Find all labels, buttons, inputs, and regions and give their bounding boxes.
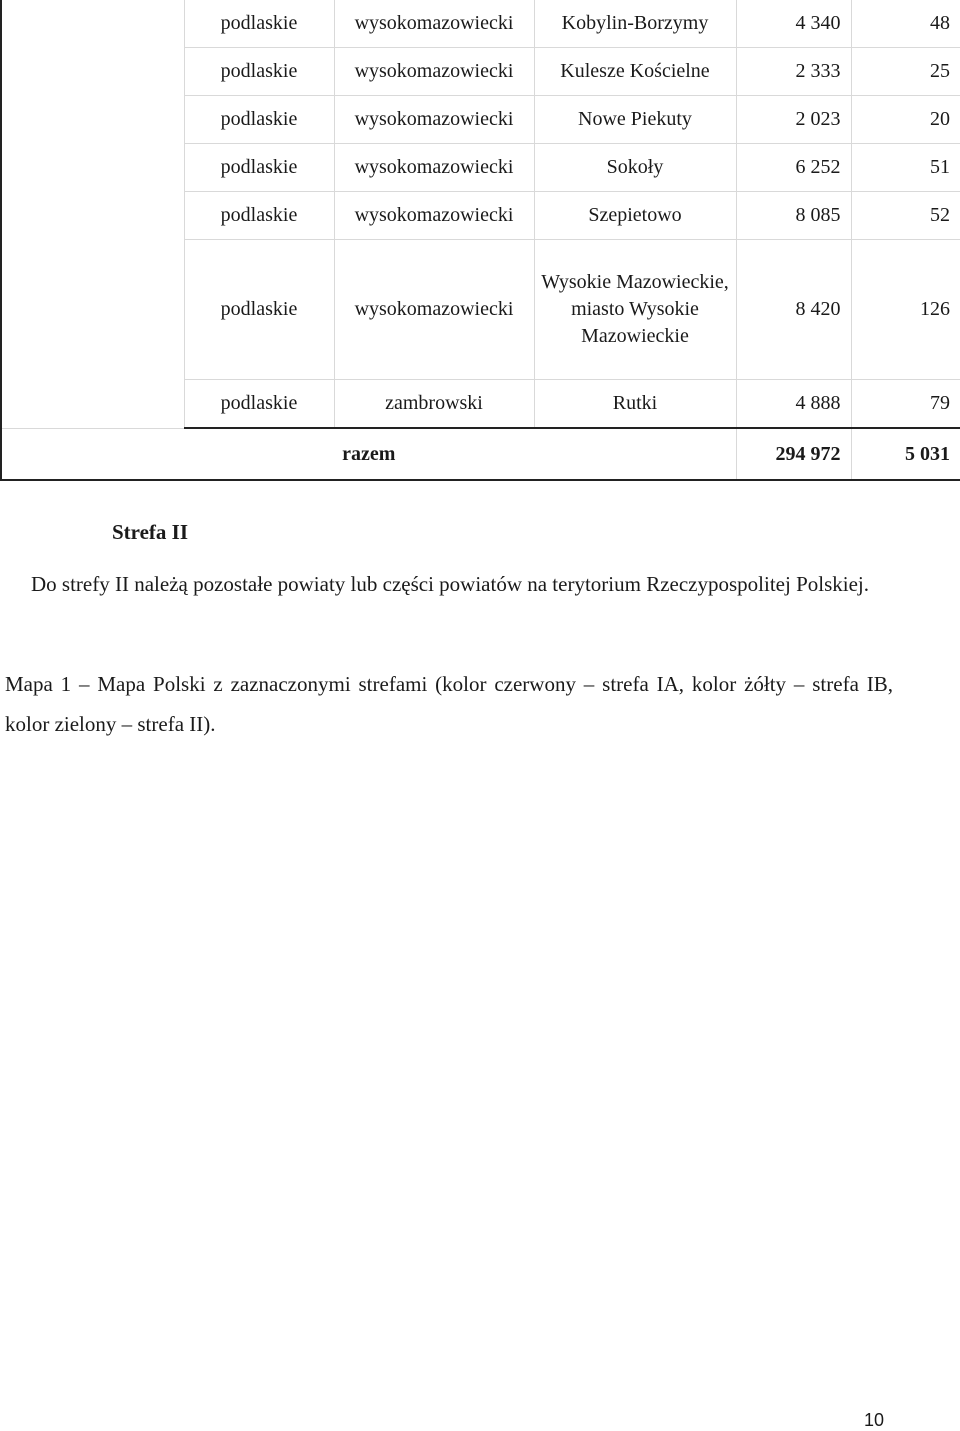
section-heading: Strefa II: [112, 520, 189, 544]
total-label: razem: [1, 428, 736, 480]
count-cell: 52: [851, 192, 960, 240]
count-cell: 20: [851, 96, 960, 144]
county-cell: wysokomazowiecki: [334, 96, 534, 144]
count-cell: 48: [851, 0, 960, 48]
voivodeship-cell: podlaskie: [184, 48, 334, 96]
population-cell: 8 420: [736, 240, 851, 380]
table-row: [1, 0, 960, 48]
count-cell: 126: [851, 240, 960, 380]
county-cell: zambrowski: [334, 380, 534, 429]
county-cell: wysokomazowiecki: [334, 144, 534, 192]
county-cell: wysokomazowiecki: [334, 192, 534, 240]
population-cell: 2 333: [736, 48, 851, 96]
count-cell: 51: [851, 144, 960, 192]
population-cell: 6 252: [736, 144, 851, 192]
voivodeship-cell: podlaskie: [184, 380, 334, 429]
total-count: 5 031: [851, 428, 960, 480]
voivodeship-cell: podlaskie: [184, 0, 334, 48]
population-cell: 2 023: [736, 96, 851, 144]
county-cell: wysokomazowiecki: [334, 0, 534, 48]
indent-cell: [1, 0, 184, 428]
voivodeship-cell: podlaskie: [184, 144, 334, 192]
voivodeship-cell: podlaskie: [184, 240, 334, 380]
population-cell: 4 340: [736, 0, 851, 48]
commune-cell: Kulesze Kościelne: [534, 48, 736, 96]
commune-cell: Kobylin-Borzymy: [534, 0, 736, 48]
population-cell: 4 888: [736, 380, 851, 429]
page-number: 10: [864, 1410, 885, 1430]
count-cell: 25: [851, 48, 960, 96]
count-cell: 79: [851, 380, 960, 429]
voivodeship-cell: podlaskie: [184, 96, 334, 144]
total-row: [1, 428, 960, 480]
section-paragraph: Do strefy II należą pozostałe powiaty lub części powiatów na terytorium Rzeczypospolitej Polskiej.: [31, 572, 870, 596]
commune-cell: Wysokie Mazowieckie, miasto Wysokie Mazowieckie: [534, 240, 736, 380]
commune-cell: Nowe Piekuty: [534, 96, 736, 144]
map-caption: Mapa 1 – Mapa Polski z zaznaczonymi strefami (kolor czerwony – strefa IA, kolor żółty – strefa IB, kolor zielony – strefa II).: [5, 672, 893, 736]
total-population: 294 972: [736, 428, 851, 480]
county-cell: wysokomazowiecki: [334, 240, 534, 380]
voivodeship-cell: podlaskie: [184, 192, 334, 240]
commune-cell: Szepietowo: [534, 192, 736, 240]
county-cell: wysokomazowiecki: [334, 48, 534, 96]
commune-cell: Rutki: [534, 380, 736, 429]
gminy-table: [0, 0, 960, 481]
population-cell: 8 085: [736, 192, 851, 240]
commune-cell: Sokoły: [534, 144, 736, 192]
